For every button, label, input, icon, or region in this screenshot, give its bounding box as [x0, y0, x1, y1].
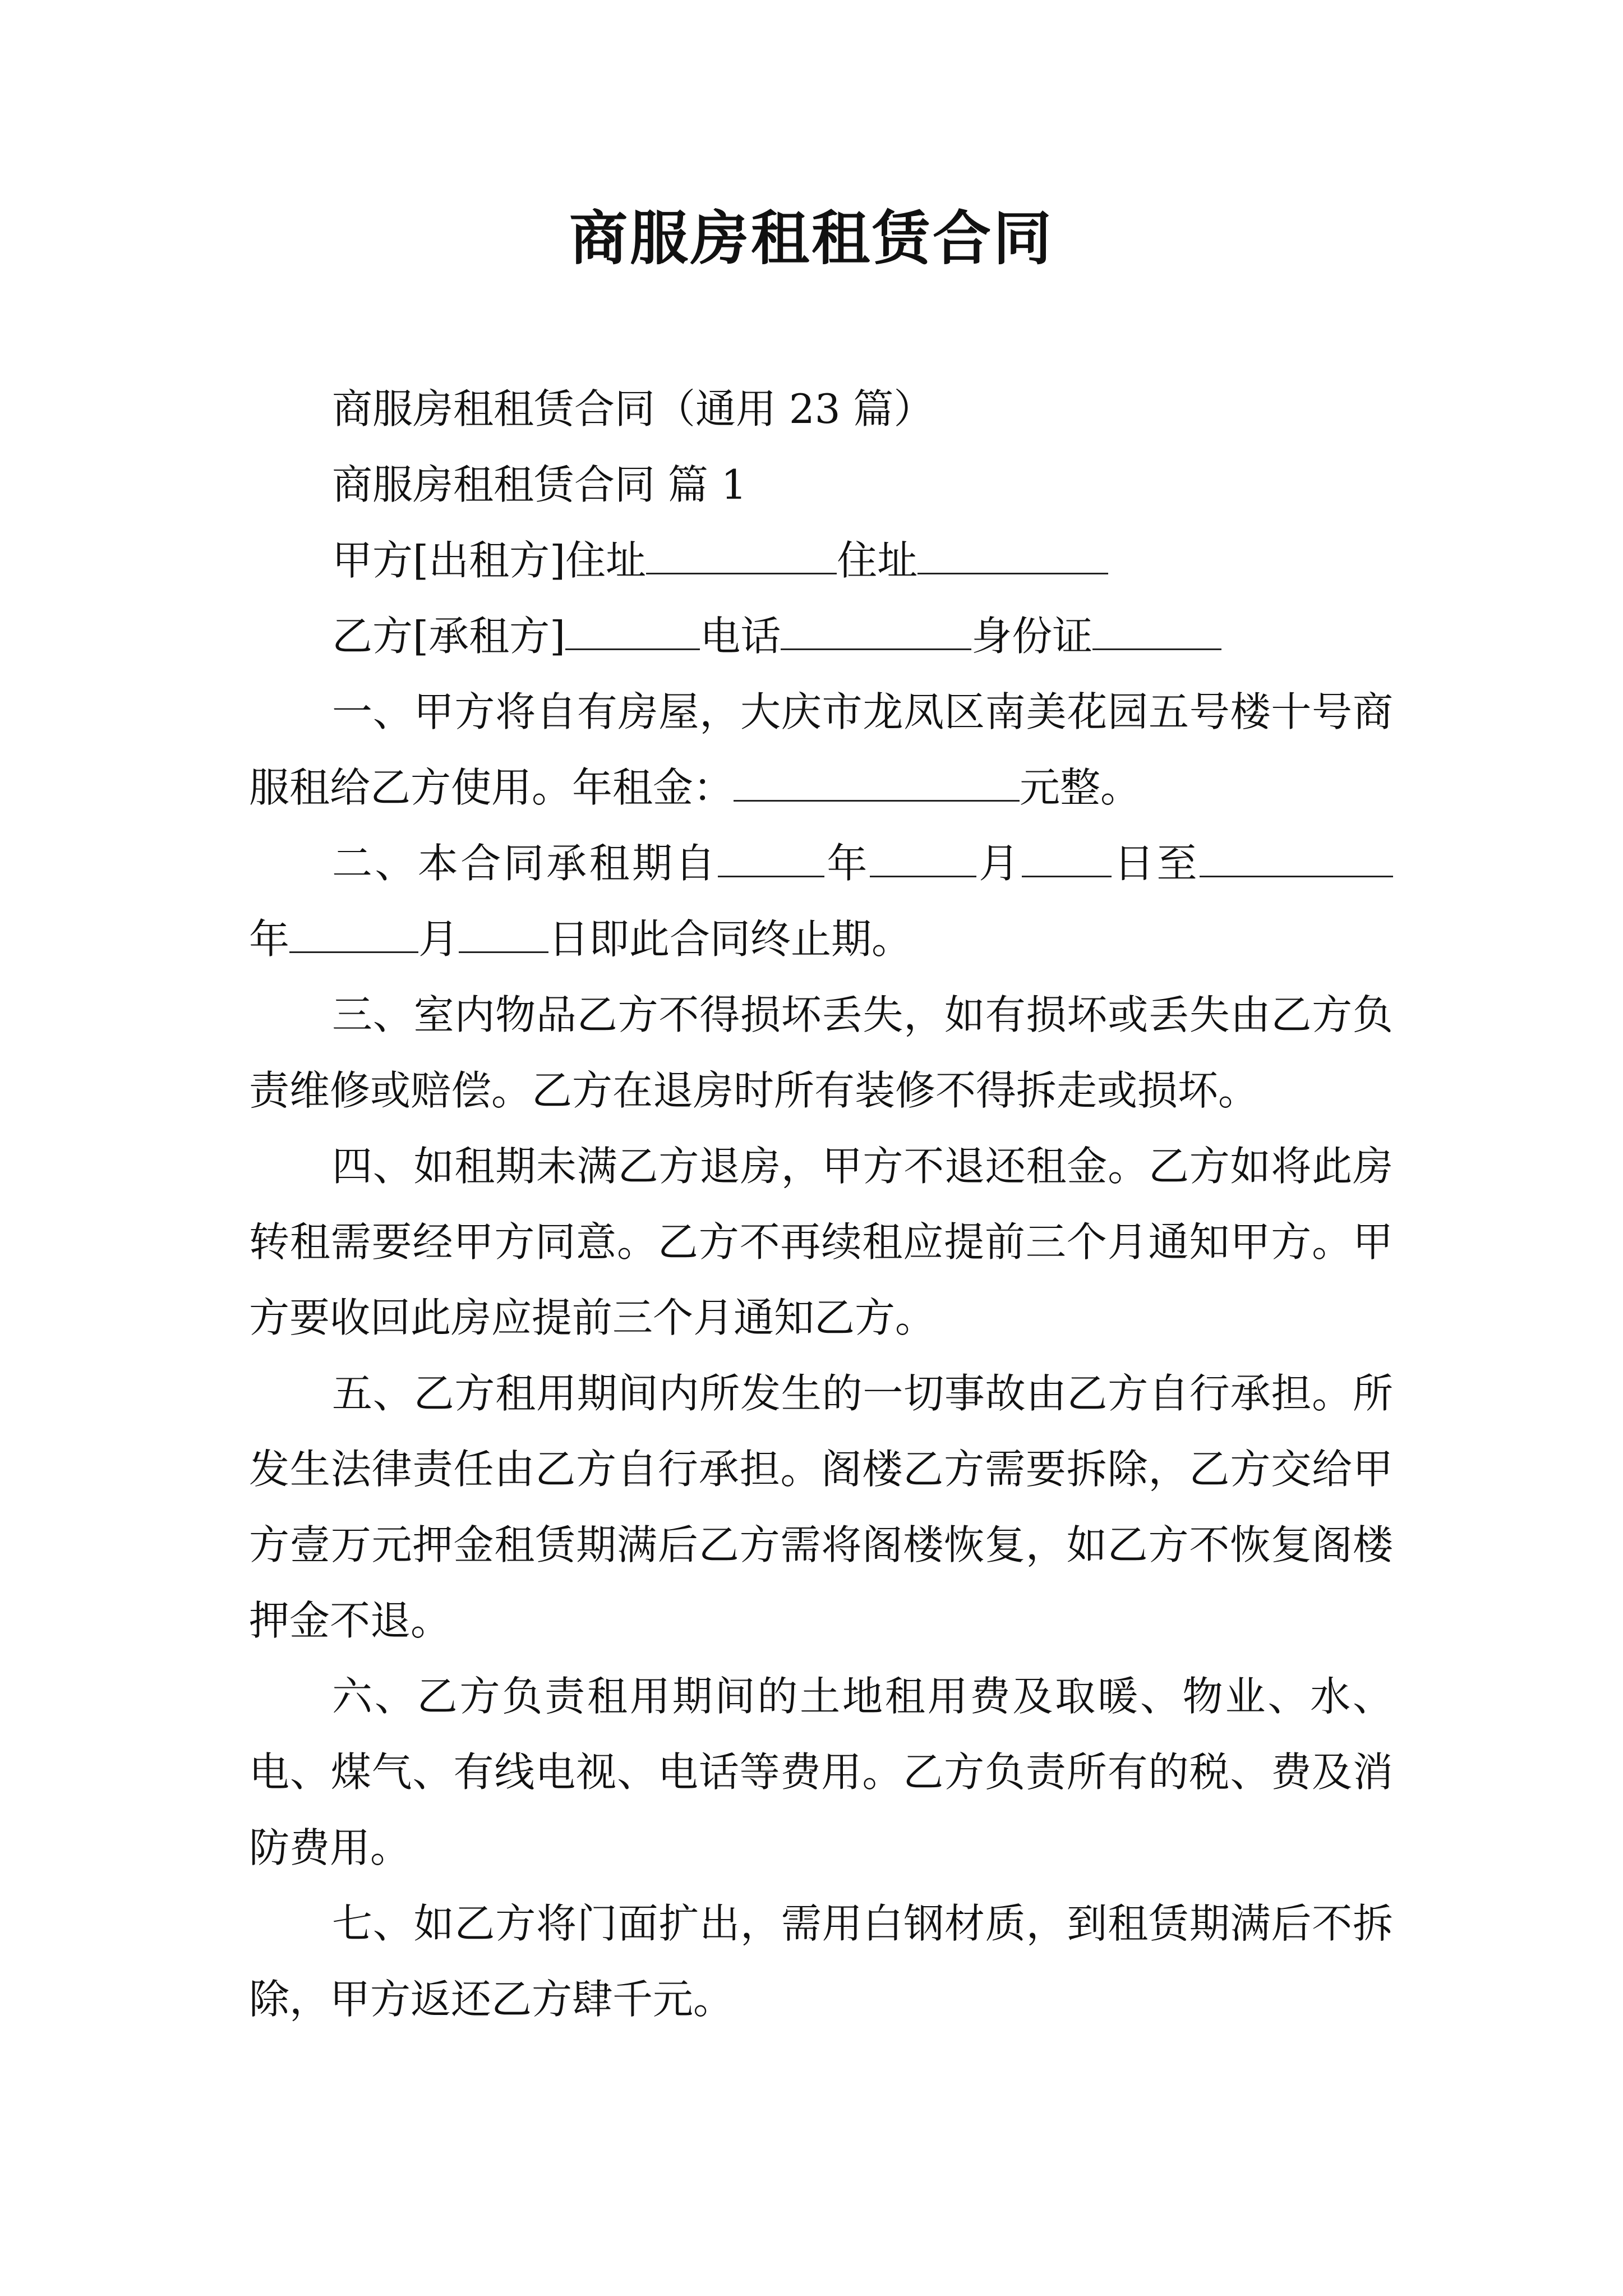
clause-5: 五、乙方租用期间内所发生的一切事故由乙方自行承担。所发生法律责任由乙方自行承担。阁楼乙方需要拆除，乙方交给甲方壹万元押金租赁期满后乙方需将阁楼恢复，如乙方不恢复阁楼押金不退。: [249, 1370, 1393, 1644]
blank-field: [1200, 841, 1393, 877]
blank-field: [565, 614, 700, 650]
blank-field: [734, 765, 1020, 802]
clause-1: [249, 674, 1393, 826]
clause-3: 三、室内物品乙方不得损坏丢失，如有损坏或丢失由乙方负责维修或赔偿。乙方在退房时所有装修不得拆走或损坏。: [249, 991, 1393, 1114]
clause-1-text: 一、甲方将自有房屋，大庆市龙凤区南美花园五号楼十号商服租给乙方使用。年租金：: [249, 688, 1393, 811]
clause-4: 四、如租期未满乙方退房，甲方不退还租金。乙方如将此房转租需要经甲方同意。乙方不再续租应提前三个月通知甲方。甲方要收回此房应提前三个月通知乙方。: [249, 1143, 1393, 1341]
clause-2-month: 月: [976, 840, 1022, 887]
blank-field: [1092, 614, 1221, 650]
clause-2-day-to: 日至: [1111, 840, 1200, 887]
blank-field: [870, 841, 976, 877]
clause-6: 六、乙方负责租用期间的土地租用费及取暖、物业、水、电、煤气、有线电视、电话等费用。乙方负责所有的税、费及消防费用。: [249, 1673, 1393, 1871]
blank-field: [459, 917, 548, 953]
clause-2: [249, 826, 1393, 977]
clause-2-end: 日即此合同终止期。: [548, 915, 912, 963]
blank-field: [1022, 841, 1112, 877]
party-a-address-label: 住址: [837, 537, 918, 584]
blank-field: [289, 917, 418, 953]
section-heading: 商服房租租赁合同 篇 1: [332, 461, 747, 508]
blank-field: [781, 614, 971, 650]
subtitle: 商服房租租赁合同（通用 23 篇）: [332, 385, 934, 432]
party-b-id-label: 身份证: [971, 613, 1093, 660]
party-b-phone-label: 电话: [700, 613, 781, 660]
clause-2-part-1: 二、本合同承租期自: [332, 840, 718, 887]
party-a-line: [249, 523, 1393, 599]
party-b-prefix: 乙方[承租方]: [332, 613, 566, 660]
document-title: 商服房租租赁合同: [569, 204, 1054, 273]
clause-1-suffix: 元整。: [1020, 764, 1141, 811]
clause-2-year-end: 年: [249, 915, 290, 963]
document-body: [249, 371, 1393, 2037]
blank-field: [718, 841, 824, 877]
blank-field: [646, 538, 837, 574]
party-b-line: [249, 599, 1393, 674]
clause-2-month-end: 月: [418, 915, 459, 963]
party-a-prefix: 甲方[出租方]住址: [332, 537, 647, 584]
clause-7: 七、如乙方将门面扩出，需用白钢材质，到租赁期满后不拆除，甲方返还乙方肆千元。: [249, 1900, 1393, 2023]
blank-field: [917, 538, 1108, 574]
clause-2-year: 年: [824, 840, 870, 887]
